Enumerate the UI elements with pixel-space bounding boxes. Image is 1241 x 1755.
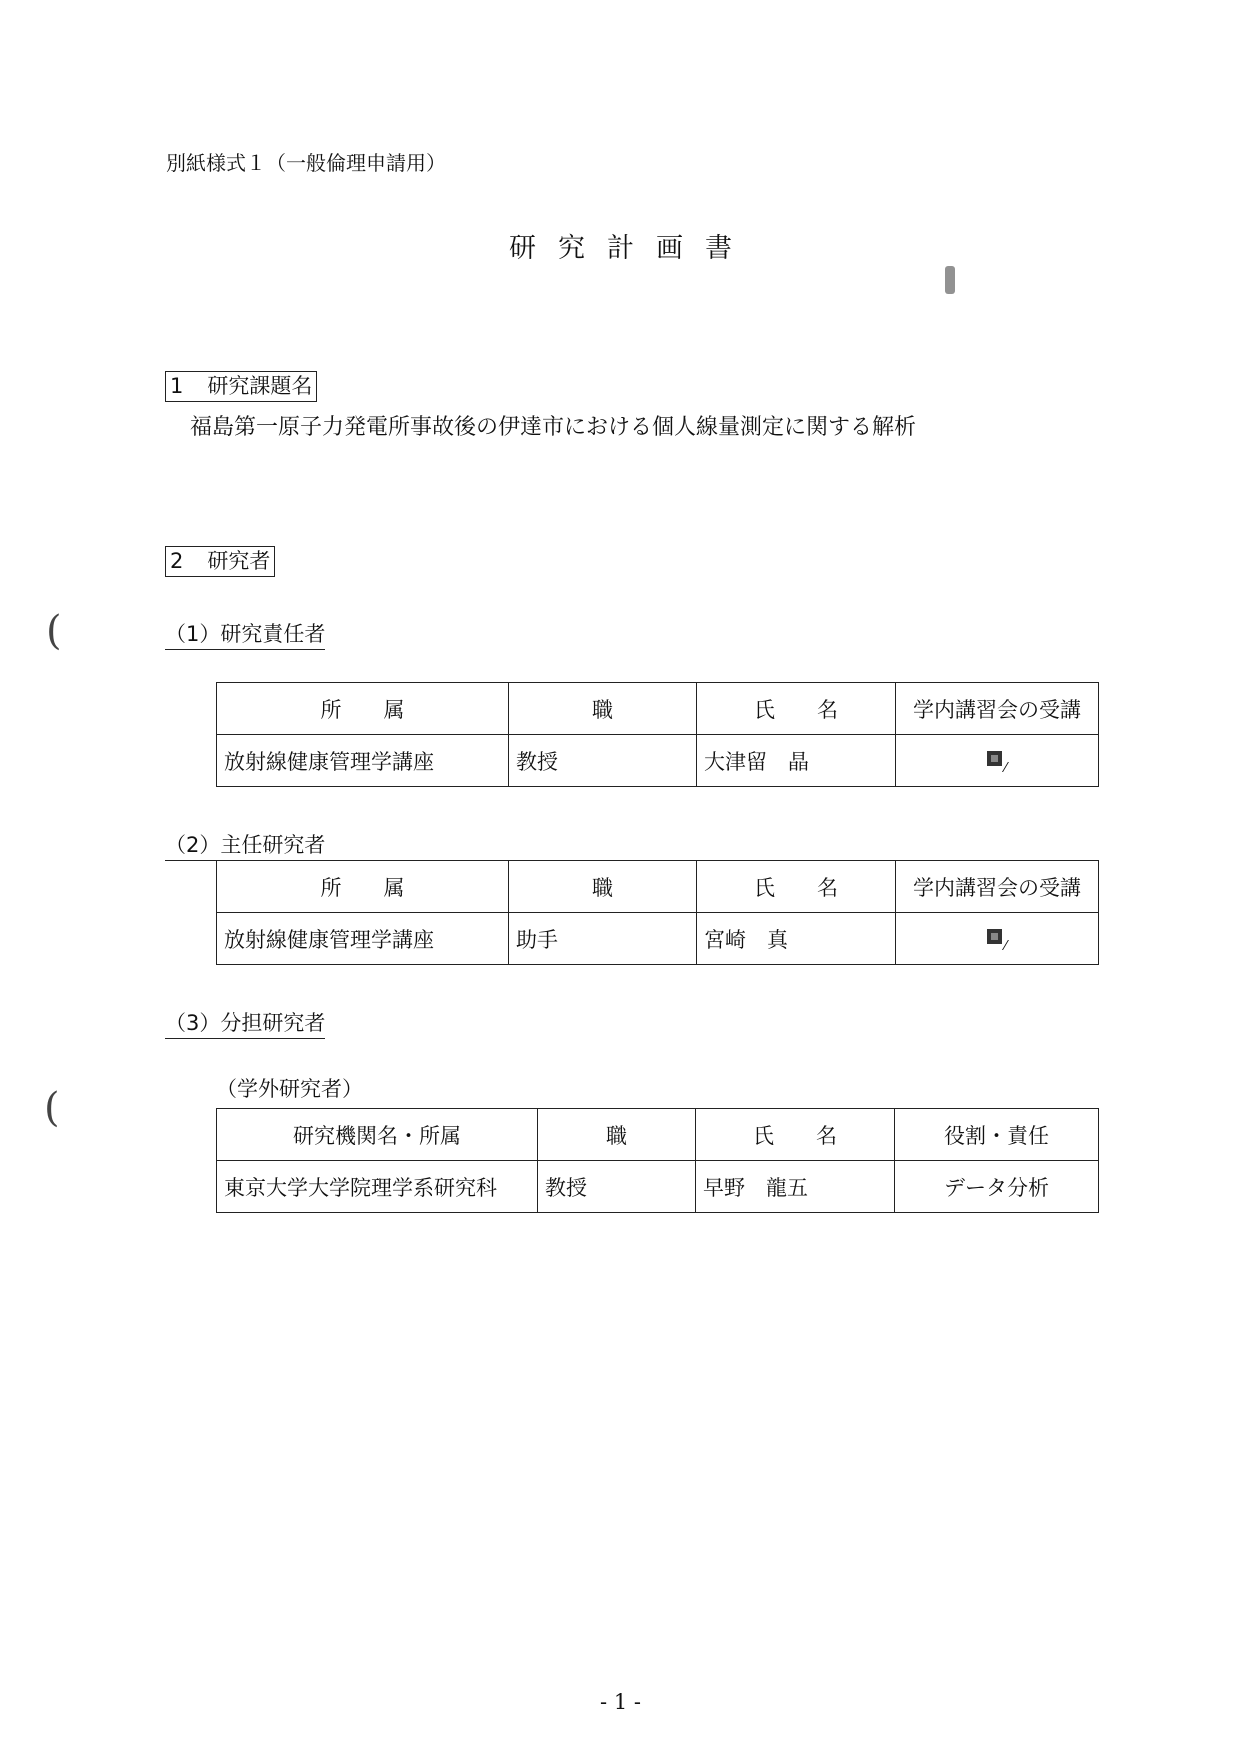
check-mark: ⁄ [1004, 761, 1007, 776]
table-header-row [217, 861, 1099, 913]
affiliation-cell: 放射線健康管理学講座 [217, 735, 509, 787]
role-cell: データ分析 [895, 1161, 1099, 1213]
stamp-mark [987, 751, 1002, 766]
seminar-cell [896, 913, 1099, 965]
section-1-heading [165, 371, 317, 402]
table-header-row [217, 1109, 1099, 1161]
table-row [217, 913, 1099, 965]
header-cell: 職 [538, 1109, 696, 1161]
header-cell: 学内講習会の受講 [896, 861, 1099, 913]
affiliation-cell: 放射線健康管理学講座 [217, 913, 509, 965]
position-cell: 教授 [509, 735, 697, 787]
header-cell: 氏 名 [696, 1109, 895, 1161]
header-cell: 役割・責任 [895, 1109, 1099, 1161]
section-number: 2 [170, 549, 184, 573]
principal-investigator-table [216, 682, 1099, 787]
header-cell: 氏 名 [697, 683, 896, 735]
header-cell: 所 属 [217, 683, 509, 735]
binding-hole-mark: ( [46, 608, 62, 654]
position-cell: 教授 [538, 1161, 696, 1213]
section-number: 1 [170, 374, 184, 398]
name-cell: 大津留 晶 [697, 735, 896, 787]
header-cell: 学内講習会の受講 [896, 683, 1099, 735]
name-cell: 宮崎 真 [697, 913, 896, 965]
section-heading-text: 研究者 [207, 549, 271, 573]
research-topic: 福島第一原子力発電所事故後の伊達市における個人線量測定に関する解析 [190, 415, 917, 440]
check-mark: ⁄ [1004, 939, 1007, 954]
co-researchers-table [216, 1108, 1099, 1213]
table-row [217, 1161, 1099, 1213]
subsection-principal-investigator: （1）研究責任者 [165, 618, 325, 650]
section-heading-text: 研究課題名 [207, 374, 313, 398]
page-number: - 1 - [600, 1690, 641, 1714]
affiliation-cell: 東京大学大学院理学系研究科 [217, 1161, 538, 1213]
subsection-co-researchers: （3）分担研究者 [165, 1007, 325, 1039]
header-cell: 職 [509, 683, 697, 735]
table-header-row [217, 683, 1099, 735]
header-cell: 所 属 [217, 861, 509, 913]
table-row [217, 735, 1099, 787]
binding-hole-mark: ( [44, 1085, 60, 1131]
header-cell: 研究機関名・所属 [217, 1109, 538, 1161]
name-cell: 早野 龍五 [696, 1161, 895, 1213]
position-cell: 助手 [509, 913, 697, 965]
document-title: 研究計画書 [509, 233, 754, 264]
seminar-cell [896, 735, 1099, 787]
section-2-heading [165, 546, 275, 577]
header-cell: 職 [509, 861, 697, 913]
stamp-mark [987, 929, 1002, 944]
chief-researcher-table [216, 860, 1099, 965]
header-cell: 氏 名 [697, 861, 896, 913]
subsection-chief-researcher: （2）主任研究者 [165, 829, 325, 861]
external-researchers-label: （学外研究者） [216, 1077, 363, 1101]
scan-artifact [945, 266, 955, 294]
form-label: 別紙様式１（一般倫理申請用） [166, 151, 446, 175]
